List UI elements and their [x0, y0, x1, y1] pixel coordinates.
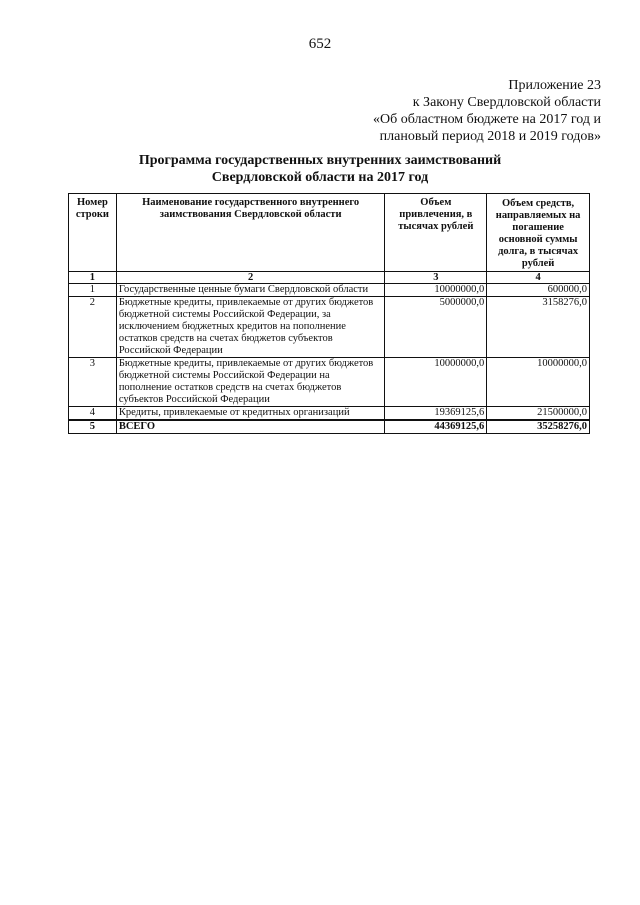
row-name: Бюджетные кредиты, привлекаемые от других бюджетов бюджетной системы Российской Федерации, за исключением бюджетных кредитов на пополнение остатков средств на счетах бюджетов субъектов Российской Федерации: [116, 297, 385, 358]
row-repayment: 35258276,0: [487, 420, 590, 434]
total-row: [69, 420, 590, 434]
row-name: Бюджетные кредиты, привлекаемые от других бюджетов бюджетной системы Российской Федерации на пополнение остатков средств на счетах бюджетов субъектов Российской Федерации: [116, 358, 385, 407]
header-attraction: Объем привлечения, в тысячах рублей: [385, 194, 487, 272]
row-repayment: 600000,0: [487, 284, 590, 297]
column-number: 4: [487, 272, 590, 284]
appendix-line: к Закону Свердловской области: [412, 95, 601, 110]
row-name: ВСЕГО: [116, 420, 385, 434]
row-attraction: 10000000,0: [385, 358, 487, 407]
column-number-row: [69, 272, 590, 284]
header-name: Наименование государственного внутреннего заимствования Свердловской области: [116, 194, 385, 272]
appendix-line: «Об областном бюджете на 2017 год и: [373, 112, 601, 127]
appendix-line: плановый период 2018 и 2019 годов»: [379, 129, 601, 144]
table-header-row: [69, 194, 590, 272]
document-title: [0, 152, 640, 186]
header-number: Номер строки: [69, 194, 117, 272]
column-number: 2: [116, 272, 385, 284]
header-repayment: Объем средств, направляемых на погашение основной суммы долга, в тысячах рублей: [487, 194, 590, 272]
row-number: 1: [69, 284, 117, 297]
appendix-reference: [373, 77, 601, 145]
row-attraction: 10000000,0: [385, 284, 487, 297]
row-repayment: 3158276,0: [487, 297, 590, 358]
table-row: [69, 297, 590, 358]
row-number: 5: [69, 420, 117, 434]
borrowings-table: [68, 193, 590, 434]
row-number: 3: [69, 358, 117, 407]
appendix-line: Приложение 23: [508, 78, 601, 93]
title-line-2: Свердловской области на 2017 год: [211, 170, 429, 185]
page-number: 652: [308, 36, 332, 52]
row-number: 2: [69, 297, 117, 358]
table-row: [69, 407, 590, 421]
title-line-1: Программа государственных внутренних заимствований: [138, 153, 502, 168]
column-number: 1: [69, 272, 117, 284]
column-number: 3: [385, 272, 487, 284]
row-name: Государственные ценные бумаги Свердловской области: [116, 284, 385, 297]
row-attraction: 44369125,6: [385, 420, 487, 434]
row-number: 4: [69, 407, 117, 421]
table-row: [69, 284, 590, 297]
row-repayment: 10000000,0: [487, 358, 590, 407]
row-name: Кредиты, привлекаемые от кредитных организаций: [116, 407, 385, 421]
row-attraction: 19369125,6: [385, 407, 487, 421]
table-row: [69, 358, 590, 407]
row-repayment: 21500000,0: [487, 407, 590, 421]
row-attraction: 5000000,0: [385, 297, 487, 358]
